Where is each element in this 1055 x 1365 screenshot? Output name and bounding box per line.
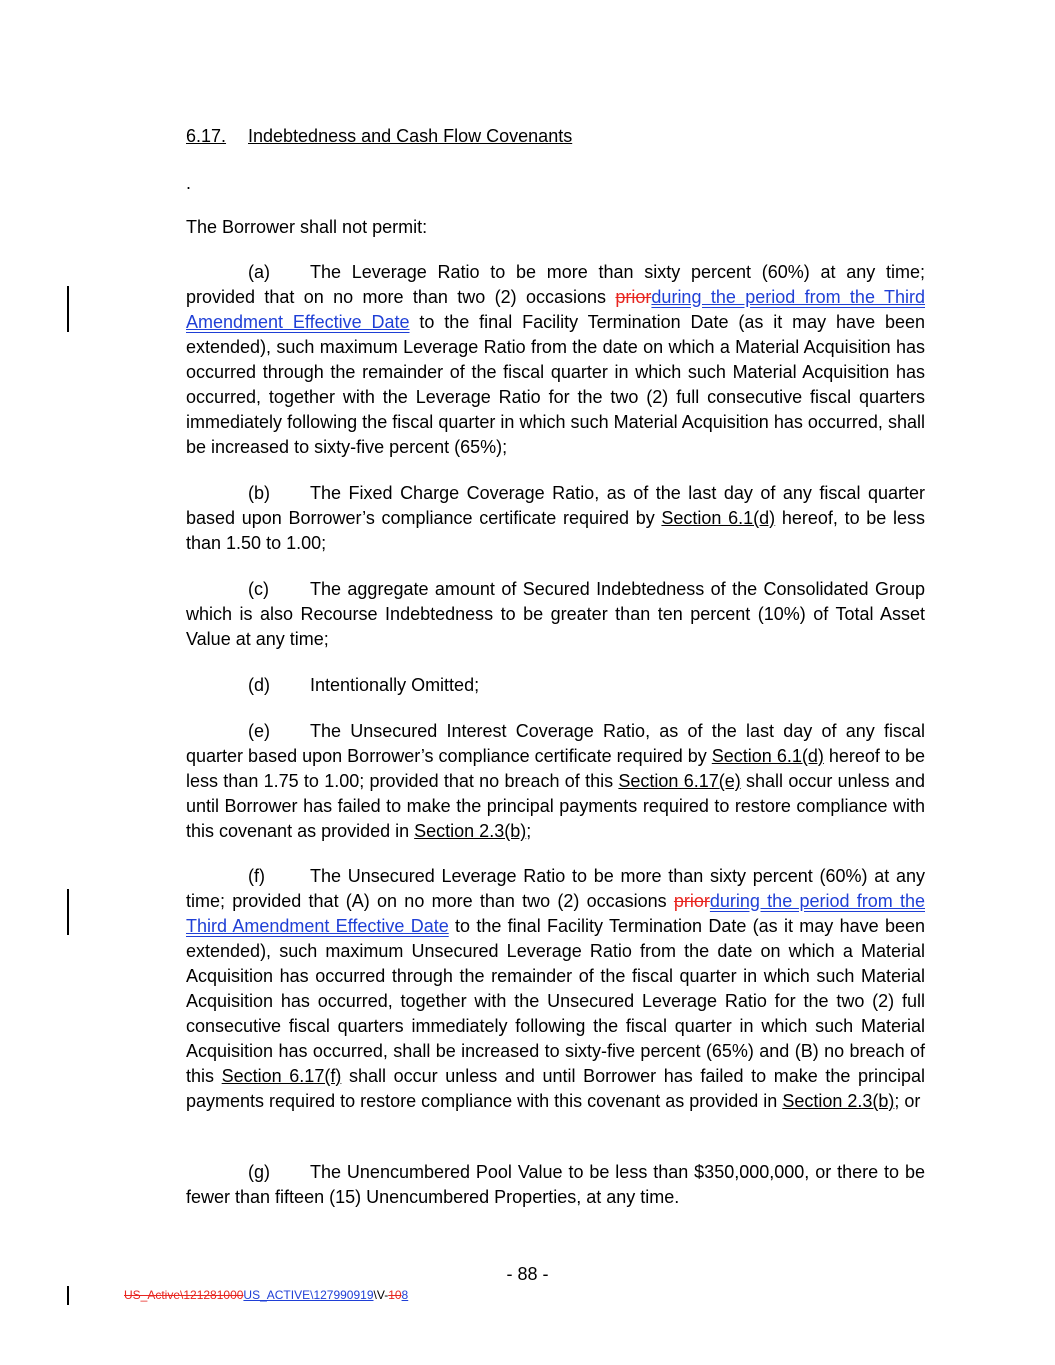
clause-text: to the final Facility Termination Date (as it may have been extended), such maximum Unsecured Leverage Ratio from the date on which a Material Acquisition has occurred through the remainder of the fiscal quarter in which such Material Acquisition has occurred, together with the Unsecured Leverage Ratio for the two (2) full consecutive fiscal quarters immediately following the fiscal quarter in which such Material Acquisition has occurred, shall be increased to sixty-five percent (65%) and (B) no breach of this	[186, 916, 925, 1086]
change-bar	[67, 286, 69, 332]
inserted-text: during the period from the Third Amendment Effective Date	[186, 891, 925, 936]
clause-d	[186, 673, 925, 698]
footer-deleted-version: 10	[388, 1288, 402, 1302]
clause-e	[186, 719, 925, 844]
change-bar	[67, 889, 69, 935]
clause-text: The Unsecured Interest Coverage Ratio, as of the last day of any fiscal quarter based upon Borrower’s compliance certificate required by	[186, 721, 925, 766]
footer-deleted-id: US_Active\121281000	[124, 1288, 244, 1302]
clause-b	[186, 481, 925, 556]
change-bar	[67, 1286, 69, 1305]
clause-text: Intentionally Omitted;	[310, 675, 480, 695]
inserted-text: during the period from the Third Amendment Effective Date	[186, 287, 925, 332]
intro-text: The Borrower shall not permit:	[186, 217, 428, 237]
clause-label: (e)	[248, 721, 270, 741]
section-number: 6.17.	[186, 126, 227, 146]
clause-g	[186, 1160, 925, 1210]
clause-label: (c)	[248, 579, 269, 599]
section-reference: Section 6.17(f)	[221, 1066, 342, 1086]
clause-c	[186, 577, 925, 652]
section-heading	[186, 124, 572, 148]
section-reference: Section 2.3(b)	[782, 1091, 895, 1111]
clause-text: The aggregate amount of Secured Indebtedness of the Consolidated Group which is also Recourse Indebtedness to be greater than ten percent (10%) of Total Asset Value at any time;	[186, 579, 925, 649]
clause-label: (b)	[248, 483, 270, 503]
clause-text: hereof to be less than 1.75 to 1.00; provided that no breach of this	[186, 746, 926, 791]
clause-label: (f)	[248, 866, 265, 886]
clause-text: The Unencumbered Pool Value to be less than $350,000,000, or there to be fewer than fifteen (15) Unencumbered Properties, at any time.	[186, 1162, 925, 1207]
clause-text: hereof, to be less than 1.50 to 1.00;	[186, 508, 925, 553]
deleted-text: prior	[615, 287, 652, 307]
clause-f	[186, 864, 925, 1114]
footer-version-prefix: \V-	[373, 1288, 389, 1302]
clause-a	[186, 260, 925, 460]
section-reference: Section 2.3(b)	[414, 821, 527, 841]
clause-text: ;	[526, 821, 532, 841]
clause-text: The Leverage Ratio to be more than sixty percent (60%) at any time; provided that on no more than two (2) occasions	[186, 262, 925, 307]
section-reference: Section 6.17(e)	[618, 771, 741, 791]
footer-inserted-id: US_ACTIVE\127990919	[243, 1288, 374, 1302]
clause-text: The Fixed Charge Coverage Ratio, as of the last day of any fiscal quarter based upon Borrower’s compliance certificate required by	[186, 483, 925, 528]
section-title: Indebtedness and Cash Flow Covenants	[248, 126, 573, 146]
clause-text: shall occur unless and until Borrower has failed to make the principal payments required to restore compliance with this covenant as provided in	[186, 1066, 926, 1111]
footer-inserted-version: 8	[401, 1288, 409, 1302]
section-reference: Section 6.1(d)	[711, 746, 824, 766]
page-number: - 88 -	[506, 1264, 549, 1284]
clause-label: (a)	[248, 262, 270, 282]
clause-text: shall occur unless and until Borrower has failed to make the principal payments required to restore compliance with this covenant as provided in	[186, 771, 925, 841]
stray-period: .	[186, 173, 192, 193]
clause-label: (g)	[248, 1162, 270, 1182]
section-reference: Section 6.1(d)	[661, 508, 776, 528]
clause-text: The Unsecured Leverage Ratio to be more than sixty percent (60%) at any time; provided that (A) on no more than two (2) occasions	[186, 866, 925, 911]
clause-text: ; or	[894, 1091, 921, 1111]
deleted-text: prior	[673, 891, 710, 911]
document-footer	[124, 1287, 408, 1303]
clause-text: to the final Facility Termination Date (as it may have been extended), such maximum Leverage Ratio from the date on which a Material Acquisition has occurred through the remainder of the fiscal quarter in which such Material Acquisition has occurred, together with the Leverage Ratio for the two (2) full consecutive fiscal quarters immediately following the fiscal quarter in which such Material Acquisition has occurred, shall be increased to sixty-five percent (65%);	[186, 312, 925, 457]
clause-label: (d)	[248, 675, 270, 695]
